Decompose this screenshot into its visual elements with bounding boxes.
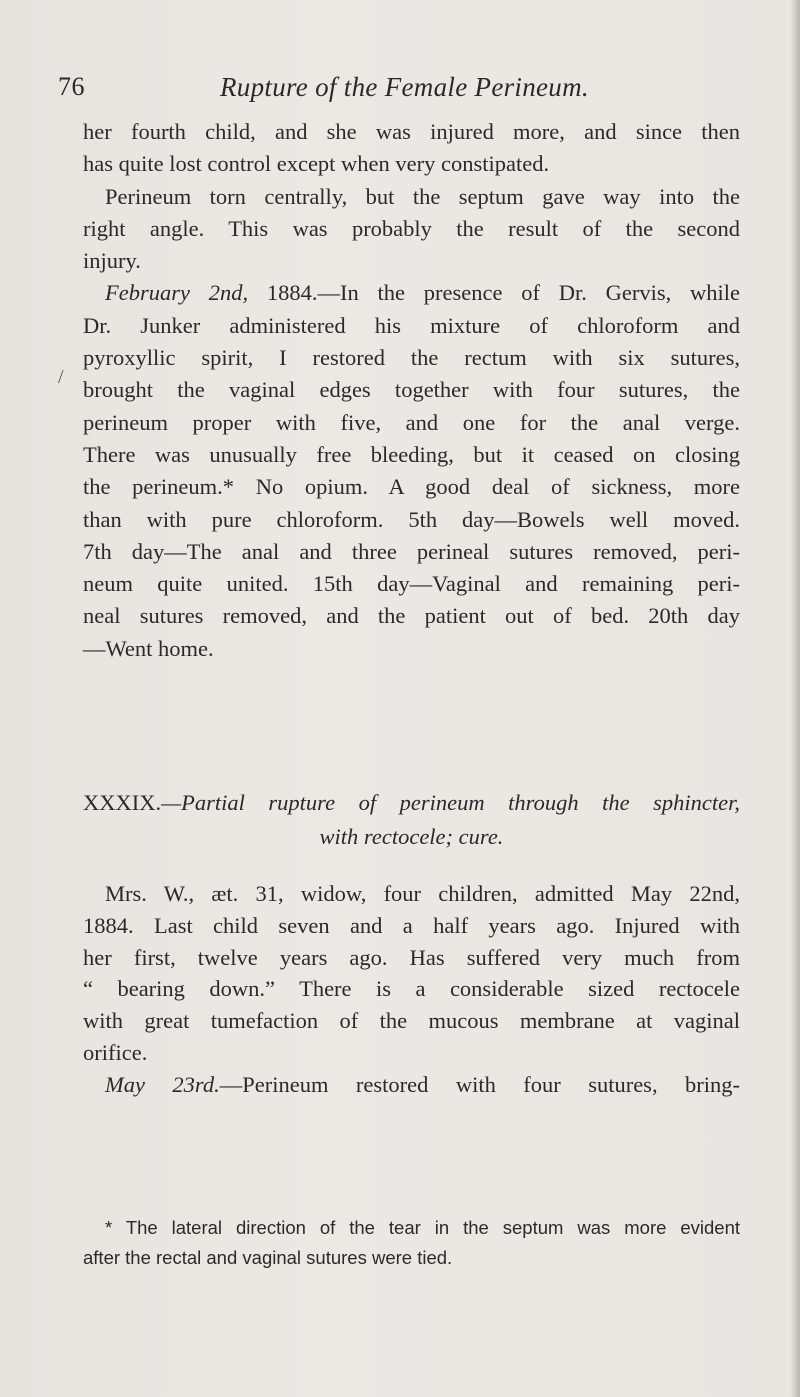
text-line: brought the vaginal edges together with four sutures, the [83,377,740,403]
text-line: injury. [83,248,141,274]
date-label: May 23rd. [105,1071,220,1097]
page-edge-shadow [790,0,800,1397]
text-line: has quite lost control except when very constipated. [83,151,550,177]
text-line: There was unusually free bleeding, but it ceased on closing [83,441,740,467]
case-text [83,878,740,1101]
text-line: Mrs. W., æt. 31, widow, four children, admitted May 22nd, [105,881,740,906]
text-line: her fourth child, and she was injured more, and since then [83,119,740,144]
text-line: perineum proper with five, and one for the anal verge. [83,409,740,435]
text-line: Perineum torn centrally, but the septum gave way into the [105,183,740,209]
text-line [83,277,740,309]
text-line: —Went home. [83,635,214,661]
page-number: 76 [58,72,85,101]
text-line: the perineum.* No opium. A good deal of sickness, more [83,474,740,500]
case-title-line [83,820,740,854]
text-line: right angle. This was probably the result of the second [83,215,740,241]
date-label: February 2nd, [105,280,249,306]
text-line [83,1069,740,1101]
running-title: Rupture of the Female Perineum. [220,72,589,102]
text-line: neal sutures removed, and the patient out of bed. 20th day [83,603,740,629]
text-line: neum quite united. 15th day—Vaginal and remaining peri- [83,571,740,597]
footnote-line: * The lateral direction of the tear in the septum was more evident [105,1217,740,1238]
text-line: 1884. Last child seven and a half years ago. Injured with [83,912,740,938]
footnote [83,1213,740,1273]
text-line: 7th day—The anal and three perineal sutures removed, peri- [83,538,740,564]
case-title: —Partial rupture of perineum through the sphincter, [161,790,740,815]
text-line: orifice. [83,1039,148,1065]
text-line: with great tumefaction of the mucous membrane at vaginal [83,1008,740,1034]
text-line: pyroxyllic spirit, I restored the rectum with six sutures, [83,345,740,371]
page-header [58,72,758,112]
text-fragment: 1884.—In the presence of Dr. Gervis, while [248,280,740,306]
text-fragment: —Perineum restored with four sutures, bring- [219,1071,740,1097]
text-line: “ bearing down.” There is a considerable sized rectocele [83,976,740,1002]
case-number: XXXIX. [83,790,162,815]
case-subtitle: with rectocele; cure. [319,824,504,849]
case-title-line [83,786,740,820]
text-line: her first, twelve years ago. Has suffered very much from [83,944,740,970]
main-text [83,116,740,665]
text-line: Dr. Junker administered his mixture of chloroform and [83,312,740,338]
case-heading [83,786,740,854]
margin-mark: / [58,366,64,388]
footnote-line: after the rectal and vaginal sutures were tied. [83,1247,453,1268]
text-line: than with pure chloroform. 5th day—Bowels well moved. [83,506,740,532]
